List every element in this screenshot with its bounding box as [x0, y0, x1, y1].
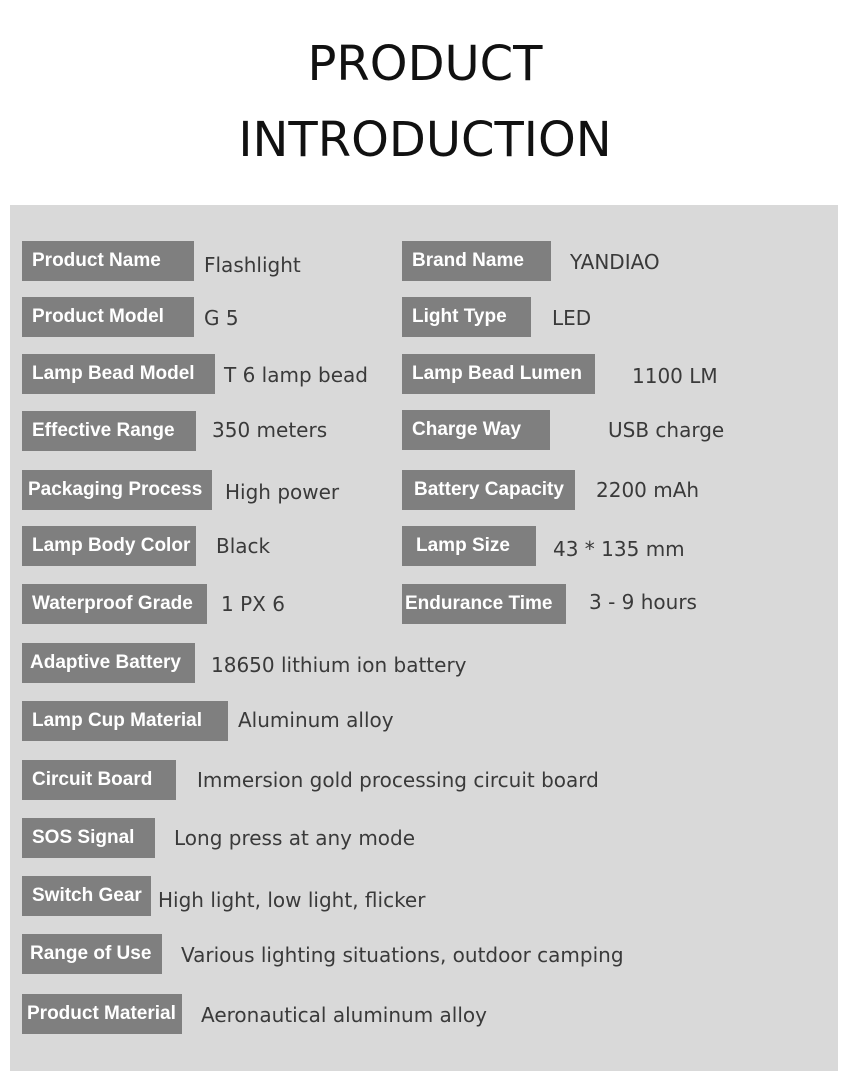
spec-value-switch-gear: High light, low light, flicker	[158, 888, 426, 912]
spec-label-product-model: Product Model	[22, 297, 194, 337]
spec-value-brand-name: YANDIAO	[570, 250, 660, 274]
spec-value-battery-capacity: 2200 mAh	[596, 478, 700, 502]
page-title-line-2: INTRODUCTION	[238, 112, 612, 168]
spec-value-range-of-use: Various lighting situations, outdoor camping	[181, 943, 624, 967]
spec-value-sos-signal: Long press at any mode	[174, 826, 416, 850]
spec-label-product-name: Product Name	[22, 241, 194, 281]
spec-value-endurance-time: 3 - 9 hours	[589, 590, 697, 614]
spec-label-lamp-bead-model: Lamp Bead Model	[22, 354, 215, 394]
spec-value-circuit-board: Immersion gold processing circuit board	[197, 768, 599, 792]
spec-value-lamp-cup-material: Aluminum alloy	[238, 708, 394, 732]
spec-label-lamp-bead-lumen: Lamp Bead Lumen	[402, 354, 595, 394]
spec-label-range-of-use: Range of Use	[22, 934, 162, 974]
spec-label-brand-name: Brand Name	[402, 241, 551, 281]
spec-value-adaptive-battery: 18650 lithium ion battery	[211, 653, 467, 677]
spec-value-packaging-process: High power	[225, 480, 340, 504]
spec-label-sos-signal: SOS Signal	[22, 818, 155, 858]
spec-value-charge-way: USB charge	[608, 418, 725, 442]
spec-value-lamp-bead-lumen: 1100 LM	[632, 364, 718, 388]
spec-label-lamp-cup-material: Lamp Cup Material	[22, 701, 228, 741]
spec-label-lamp-body-color: Lamp Body Color	[22, 526, 196, 566]
spec-label-packaging-process: Packaging Process	[22, 470, 212, 510]
spec-value-light-type: LED	[552, 306, 592, 330]
spec-label-effective-range: Effective Range	[22, 411, 196, 451]
spec-value-lamp-body-color: Black	[216, 534, 271, 558]
spec-value-effective-range: 350 meters	[212, 418, 328, 442]
spec-label-adaptive-battery: Adaptive Battery	[22, 643, 195, 683]
page-title-line-1: PRODUCT	[307, 36, 543, 92]
spec-value-lamp-size: 43 * 135 mm	[553, 537, 685, 561]
spec-label-switch-gear: Switch Gear	[22, 876, 151, 916]
spec-value-product-material: Aeronautical aluminum alloy	[201, 1003, 487, 1027]
spec-label-light-type: Light Type	[402, 297, 531, 337]
spec-label-waterproof-grade: Waterproof Grade	[22, 584, 207, 624]
spec-label-charge-way: Charge Way	[402, 410, 550, 450]
spec-label-lamp-size: Lamp Size	[402, 526, 536, 566]
spec-label-battery-capacity: Battery Capacity	[402, 470, 575, 510]
spec-value-lamp-bead-model: T 6 lamp bead	[224, 363, 368, 387]
spec-label-endurance-time: Endurance Time	[402, 584, 566, 624]
spec-label-product-material: Product Material	[22, 994, 182, 1034]
spec-value-waterproof-grade: 1 PX 6	[221, 592, 285, 616]
spec-value-product-model: G 5	[204, 306, 239, 330]
spec-label-circuit-board: Circuit Board	[22, 760, 176, 800]
spec-value-product-name: Flashlight	[204, 253, 301, 277]
